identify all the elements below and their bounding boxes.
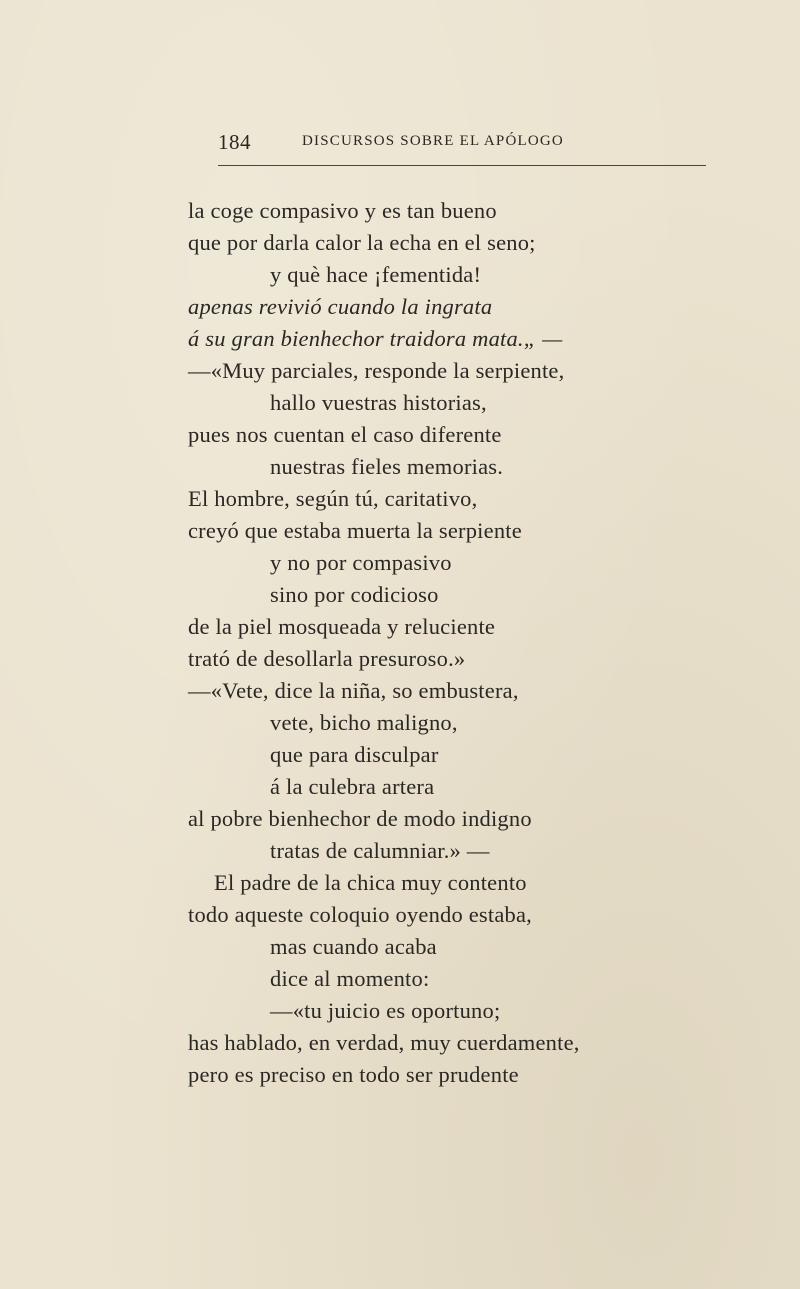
- running-title: DISCURSOS SOBRE EL APÓLOGO: [302, 133, 564, 149]
- poem-line: —«Vete, dice la niña, so embustera,: [188, 678, 519, 703]
- poem-line: —«Muy parciales, responde la serpiente,: [188, 358, 565, 383]
- poem-line: vete, bicho maligno,: [270, 710, 458, 735]
- poem-line: pero es preciso en todo ser prudente: [188, 1062, 519, 1087]
- poem-line: dice al momento:: [270, 966, 430, 991]
- poem-line: que para disculpar: [270, 742, 439, 767]
- poem-line: tratas de calumniar.» —: [270, 838, 490, 863]
- poem-line: mas cuando acaba: [270, 934, 437, 959]
- poem-line: has hablado, en verdad, muy cuerdamente,: [188, 1030, 580, 1055]
- poem-line: creyó que estaba muerta la serpiente: [188, 518, 522, 543]
- poem-line: que por darla calor la echa en el seno;: [188, 230, 536, 255]
- page-number: 184: [218, 130, 251, 154]
- poem-line: nuestras fieles memorias.: [270, 454, 504, 479]
- poem-line-italic: á su gran bienhechor traidora mata.„ —: [188, 326, 563, 351]
- poem-line: trató de desollarla presuroso.»: [188, 646, 466, 671]
- poem-line: todo aqueste coloquio oyendo estaba,: [188, 902, 532, 927]
- poem-line-italic: apenas revivió cuando la ingrata: [188, 294, 493, 319]
- poem-line: El padre de la chica muy contento: [214, 870, 527, 895]
- poem-line: sino por codicioso: [270, 582, 439, 607]
- poem-line: —«tu juicio es oportuno;: [270, 998, 501, 1023]
- poem-line: á la culebra artera: [270, 774, 435, 799]
- poem-line: al pobre bienhechor de modo indigno: [188, 806, 532, 831]
- poem-line: la coge compasivo y es tan bueno: [188, 198, 497, 223]
- poem-line: pues nos cuentan el caso diferente: [188, 422, 502, 447]
- poem-line: El hombre, según tú, caritativo,: [188, 486, 478, 511]
- poem-line: y no por compasivo: [270, 550, 452, 575]
- poem-line: de la piel mosqueada y reluciente: [188, 614, 496, 639]
- poem-line: y què hace ¡fementida!: [270, 262, 482, 287]
- header-rule: [218, 165, 706, 166]
- poem-line: hallo vuestras historias,: [270, 390, 487, 415]
